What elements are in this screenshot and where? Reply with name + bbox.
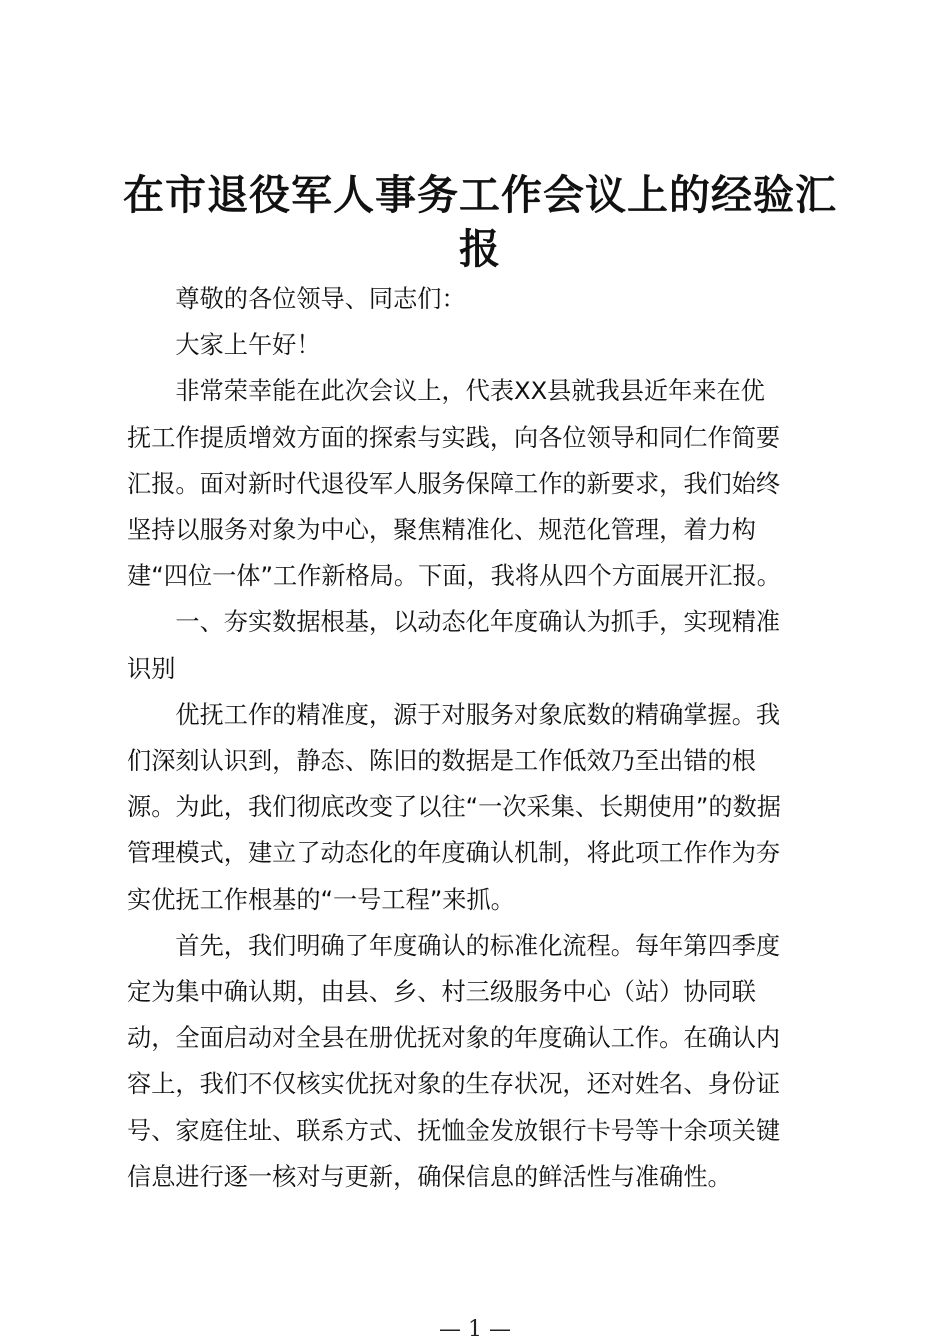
text-line: 首先，我们明确了年度确认的标准化流程。每年第四季度 [175,931,781,960]
body-paragraph [127,923,827,1200]
text-line: 管理模式，建立了动态化的年度确认机制，将此项工作作为夯 [127,839,781,868]
section-heading-1 [127,599,827,691]
text-line: 建“四位一体”工作新格局。下面，我将从四个方面展开汇报。 [127,562,781,591]
text-line: 号、家庭住址、联系方式、抚恤金发放银行卡号等十余项关键 [127,1116,781,1145]
text-line: 信息进行逐一核对与更新，确保信息的鲜活性与准确性。 [127,1162,732,1191]
text-line: 一、夯实数据根基，以动态化年度确认为抓手，实现精准 [175,608,781,637]
text-line: 源。为此，我们彻底改变了以往“一次采集、长期使用”的数据 [127,793,781,822]
text-line: 优抚工作的精准度，源于对服务对象底数的精确掌握。我 [175,700,781,729]
text-line: 坚持以服务对象为中心，聚焦精准化、规范化管理，着力构 [127,516,756,545]
intro-paragraph [127,368,827,599]
title-line-2: 报 [459,225,501,273]
body-paragraph [127,692,827,923]
text-line: 尊敬的各位领导、同志们： [175,285,466,313]
text-line: 非常荣幸能在此次会议上，代表XX县就我县近年来在优 [175,377,765,406]
page-number: — 1 — [439,1317,511,1342]
text-line: 动，全面启动对全县在册优抚对象的年度确认工作。在确认内 [127,1024,781,1053]
text-line: 抚工作提质增效方面的探索与实践，向各位领导和同仁作简要 [127,423,781,452]
text-line: 大家上午好！ [175,331,321,360]
salutation [127,276,827,322]
title-line-1: 在市退役军人事务工作会议上的经验汇 [123,171,837,219]
text-line: 识别 [127,654,176,683]
text-line: 实优抚工作根基的“一号工程”来抓。 [127,885,515,914]
text-line: 容上，我们不仅核实优抚对象的生存状况，还对姓名、身份证 [127,1070,781,1099]
text-line: 定为集中确认期，由县、乡、村三级服务中心（站）协同联 [127,978,756,1007]
text-line: 们深刻认识到，静态、陈旧的数据是工作低效乃至出错的根 [127,747,756,776]
text-line: 汇报。面对新时代退役军人服务保障工作的新要求，我们始终 [127,469,781,498]
greeting [127,322,827,368]
document-body [127,276,827,1200]
document-title [120,168,840,276]
